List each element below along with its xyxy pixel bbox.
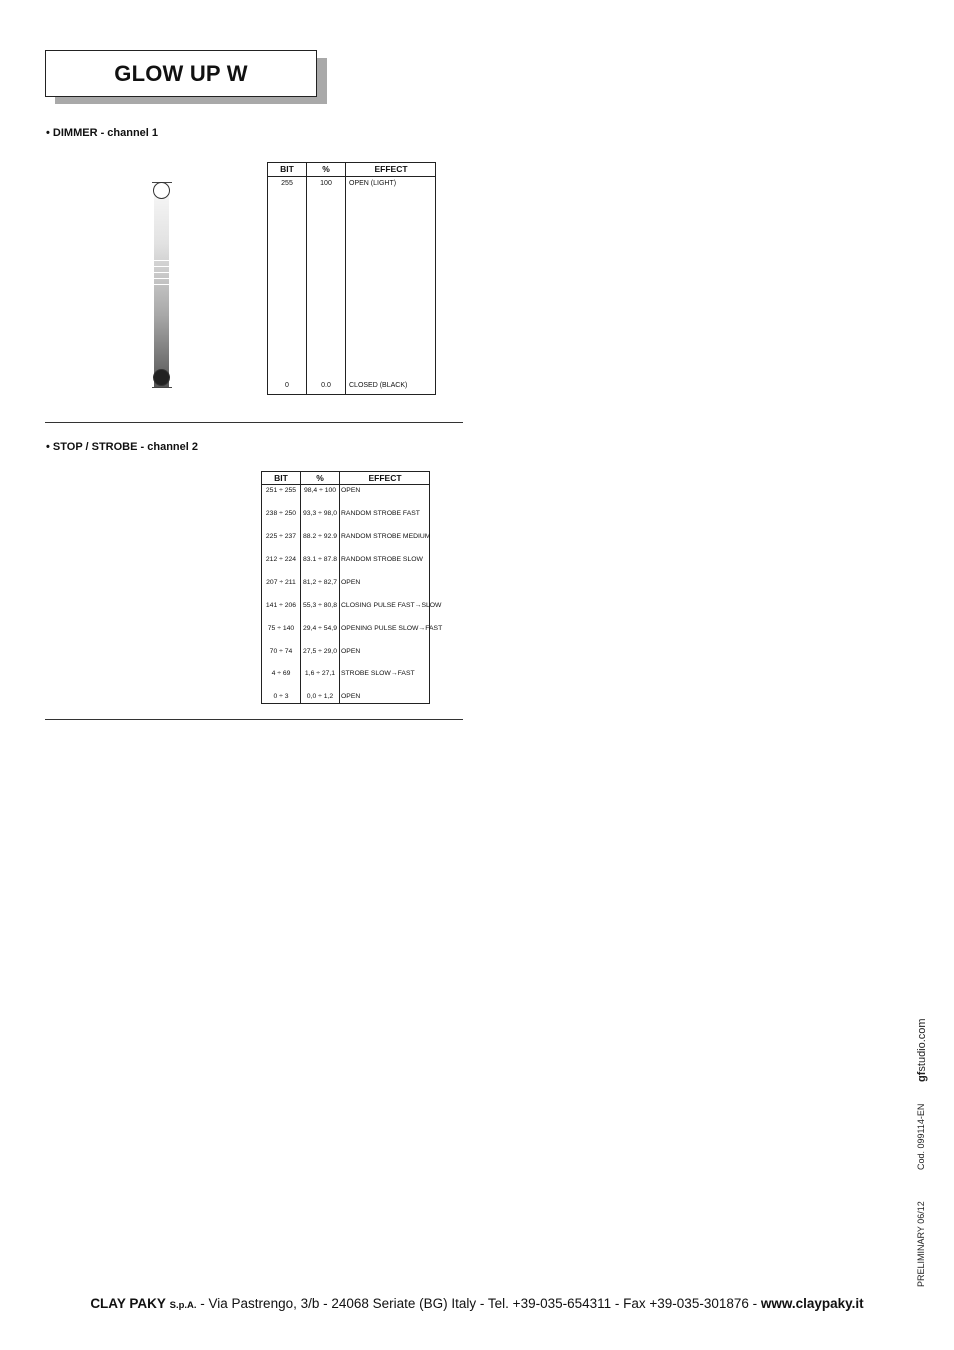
cell-percent: 29,4 ÷ 54,9	[303, 625, 337, 632]
cell-effect: RANDOM STROBE FAST	[341, 510, 420, 517]
column-divider	[345, 163, 346, 394]
cell-percent: 1,6 ÷ 27,1	[304, 670, 336, 677]
fader-notch	[154, 278, 169, 279]
dimmer-table-header	[268, 163, 435, 177]
cell-bit: 212 ÷ 224	[265, 556, 297, 563]
cell-effect: CLOSING PULSE FAST→SLOW	[341, 602, 442, 609]
cell-percent: 0.0	[321, 382, 331, 389]
cell-percent: 81,2 ÷ 82,7	[303, 579, 337, 586]
table-row	[262, 533, 429, 543]
strobe-table-header	[262, 472, 429, 485]
cell-bit: 75 ÷ 140	[267, 625, 295, 632]
cell-bit: 225 ÷ 237	[265, 533, 297, 540]
cell-percent: 55,3 ÷ 80,8	[303, 602, 337, 609]
fader-notch	[154, 266, 169, 267]
document-status: PRELIMINARY 06/12	[916, 1201, 926, 1287]
footer-address: - Via Pastrengo, 3/b - 24068 Seriate (BG) Italy - Tel. +39-035-654311 - Fax +39-035-301876 -	[196, 1296, 761, 1311]
strobe-heading: • STOP / STROBE - channel 2	[46, 441, 198, 453]
cell-effect: OPEN	[341, 648, 361, 655]
footer	[0, 1296, 954, 1311]
table-row	[262, 510, 429, 520]
dimmer-table	[267, 162, 436, 395]
cell-bit: 4 ÷ 69	[271, 670, 291, 677]
fader-notch	[154, 260, 169, 261]
studio-credit-bold: gf	[916, 1071, 928, 1082]
cell-percent: 93,3 ÷ 98,0	[303, 510, 337, 517]
table-row	[262, 487, 429, 497]
section-divider	[45, 422, 463, 423]
cell-bit: 141 ÷ 206	[265, 602, 297, 609]
strobe-table	[261, 471, 443, 704]
fader-bottom-line	[152, 387, 172, 388]
header-effect: EFFECT	[374, 164, 408, 174]
cell-percent: 88.2 ÷ 92.9	[303, 533, 337, 540]
cell-percent: 0,0 ÷ 1,2	[306, 693, 334, 700]
studio-credit	[916, 1018, 928, 1082]
cell-percent: 100	[320, 180, 332, 187]
section-divider	[45, 719, 463, 720]
cell-effect: OPEN	[341, 487, 361, 494]
table-row	[262, 579, 429, 589]
cell-bit: 70 ÷ 74	[269, 648, 293, 655]
fader-notch	[154, 284, 169, 285]
table-row	[262, 648, 429, 658]
cell-bit: 251 ÷ 255	[265, 487, 297, 494]
cell-effect: OPEN	[341, 579, 361, 586]
cell-effect: STROBE SLOW→FAST	[341, 670, 415, 677]
header-effect: EFFECT	[368, 473, 402, 483]
studio-credit-rest: studio.com	[916, 1018, 928, 1072]
cell-percent: 98,4 ÷ 100	[303, 487, 337, 494]
table-row	[262, 602, 442, 612]
table-row	[262, 556, 429, 566]
cell-effect: RANDOM STROBE SLOW	[341, 556, 423, 563]
table-row	[262, 670, 429, 680]
header-percent: %	[316, 473, 324, 483]
header-bit: BIT	[280, 164, 294, 174]
footer-brand: CLAY PAKY	[90, 1296, 166, 1311]
table-row	[262, 625, 443, 635]
cell-effect: OPENING PULSE SLOW→FAST	[341, 625, 443, 632]
dimmer-heading: • DIMMER - channel 1	[46, 127, 159, 139]
cell-bit: 255	[281, 180, 293, 187]
cell-bit: 0 ÷ 3	[273, 693, 289, 700]
fader-closed-knob	[153, 369, 170, 386]
cell-bit: 238 ÷ 250	[265, 510, 297, 517]
cell-bit: 207 ÷ 211	[266, 579, 296, 586]
fader-notch	[154, 272, 169, 273]
table-row	[262, 693, 429, 703]
document-code: Cod. 099114-EN	[916, 1103, 926, 1170]
column-divider	[306, 163, 307, 394]
footer-spa: S.p.A.	[169, 1300, 197, 1311]
footer-website: www.claypaky.it	[760, 1296, 864, 1311]
cell-effect: CLOSED (BLACK)	[349, 382, 408, 389]
cell-effect: RANDOM STROBE MEDIUM	[341, 533, 431, 540]
cell-effect: OPEN	[341, 693, 361, 700]
header-percent: %	[322, 164, 330, 174]
header-bit: BIT	[274, 473, 288, 483]
page-title: GLOW UP W	[45, 50, 317, 97]
cell-bit: 0	[285, 382, 289, 389]
cell-percent: 27,5 ÷ 29,0	[303, 648, 337, 655]
cell-percent: 83.1 ÷ 87.8	[303, 556, 337, 563]
cell-effect: OPEN (LIGHT)	[349, 180, 397, 187]
fader-open-knob	[153, 182, 170, 199]
